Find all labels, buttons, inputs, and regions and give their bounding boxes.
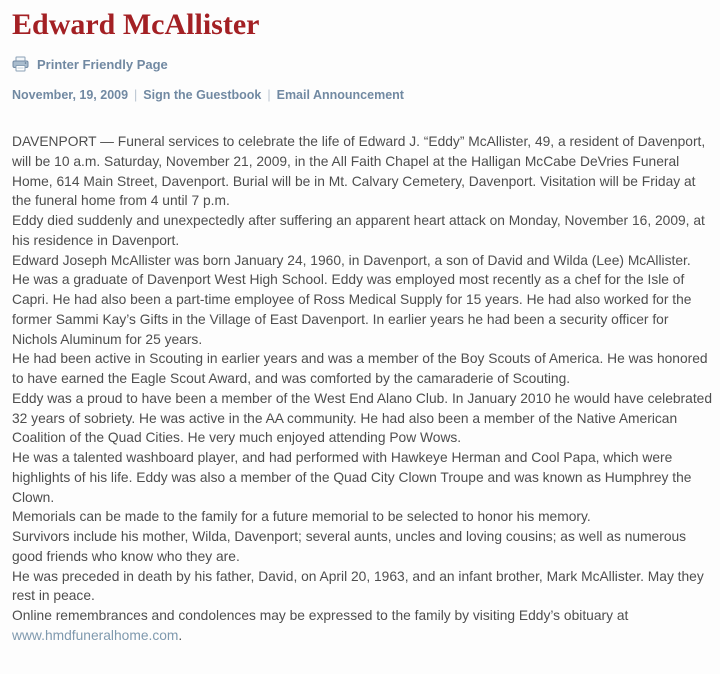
page-title: Edward McAllister: [12, 8, 260, 41]
funeral-home-url-link[interactable]: www.hmdfuneralhome.com: [12, 627, 179, 643]
printer-icon: [12, 56, 29, 72]
obituary-paragraph: He had been active in Scouting in earlier years and was a member of the Boy Scouts of America. He was honored to have earned the Eagle Scout Award, and was comforted by the camaraderie of Scouting.: [12, 351, 708, 386]
obituary-body: [12, 132, 712, 646]
obituary-paragraph: Eddy was a proud to have been a member of the West End Alano Club. In January 2010 he would have celebrated 32 years of sobriety. He was active in the AA community. He had also been a member of the Native American Coalition of the Quad Cities. He very much enjoyed attending Pow Wows.: [12, 390, 713, 446]
obituary-paragraph: He was preceded in death by his father, David, on April 20, 1963, and an infant brother, Mark McAllister. May they rest in peace.: [12, 568, 704, 604]
meta-bar: [12, 88, 712, 102]
obituary-paragraph: Memorials can be made to the family for a future memorial to be selected to honor his memory.: [12, 509, 591, 525]
post-date: November, 19, 2009: [12, 88, 129, 102]
separator: |: [267, 88, 271, 102]
obituary-paragraph: Survivors include his mother, Wilda, Davenport; several aunts, uncles and loving cousins; as well as numerous good friends who know who they are.: [12, 529, 687, 564]
obituary-paragraph: Edward Joseph McAllister was born January 24, 1960, in Davenport, a son of David and Wilda (Lee) McAllister. He was a graduate of Davenport West High School. Eddy was employed most recently as a chef for the Isle of Capri. He had also been a part-time employee of Ross Medical Supply for 15 years. He had also worked for the former Sammi Kay’s Gifts in the Village of East Davenport. In earlier years he had been a security officer for Nichols Aluminum for 25 years.: [12, 252, 692, 347]
sign-guestbook-link[interactable]: Sign the Guestbook: [143, 88, 262, 102]
obituary-closing-paragraph: [12, 606, 712, 646]
email-announcement-link[interactable]: Email Announcement: [276, 88, 404, 102]
obituary-paragraph: He was a talented washboard player, and had performed with Hawkeye Herman and Cool Papa, which were highlights of his life. Eddy was also a member of the Quad City Clown Troupe and was known as Humphrey the Clown.: [12, 450, 692, 505]
closing-text: Online remembrances and condolences may be expressed to the family by visiting Eddy’s obituary at: [12, 608, 629, 623]
closing-punctuation: .: [178, 627, 183, 643]
printer-friendly-row: [12, 55, 712, 73]
obituary-paragraph: Eddy died suddenly and unexpectedly after suffering an apparent heart attack on Monday, November 16, 2009, at his residence in Davenport.: [12, 213, 705, 248]
obituary-paragraph: DAVENPORT — Funeral services to celebrate the life of Edward J. “Eddy” McAllister, 49, a resident of Davenport, will be 10 a.m. Saturday, November 21, 2009, in the All Faith Chapel at the Halligan McCabe DeVries Funeral Home, 614 Main Street, Davenport. Burial will be in Mt. Calvary Cemetery, Davenport. Visitation will be Friday at the funeral home from 4 until 7 p.m.: [12, 134, 706, 209]
separator: |: [134, 88, 138, 102]
printer-friendly-link[interactable]: [12, 56, 168, 72]
printer-friendly-label: Printer Friendly Page: [37, 56, 168, 72]
